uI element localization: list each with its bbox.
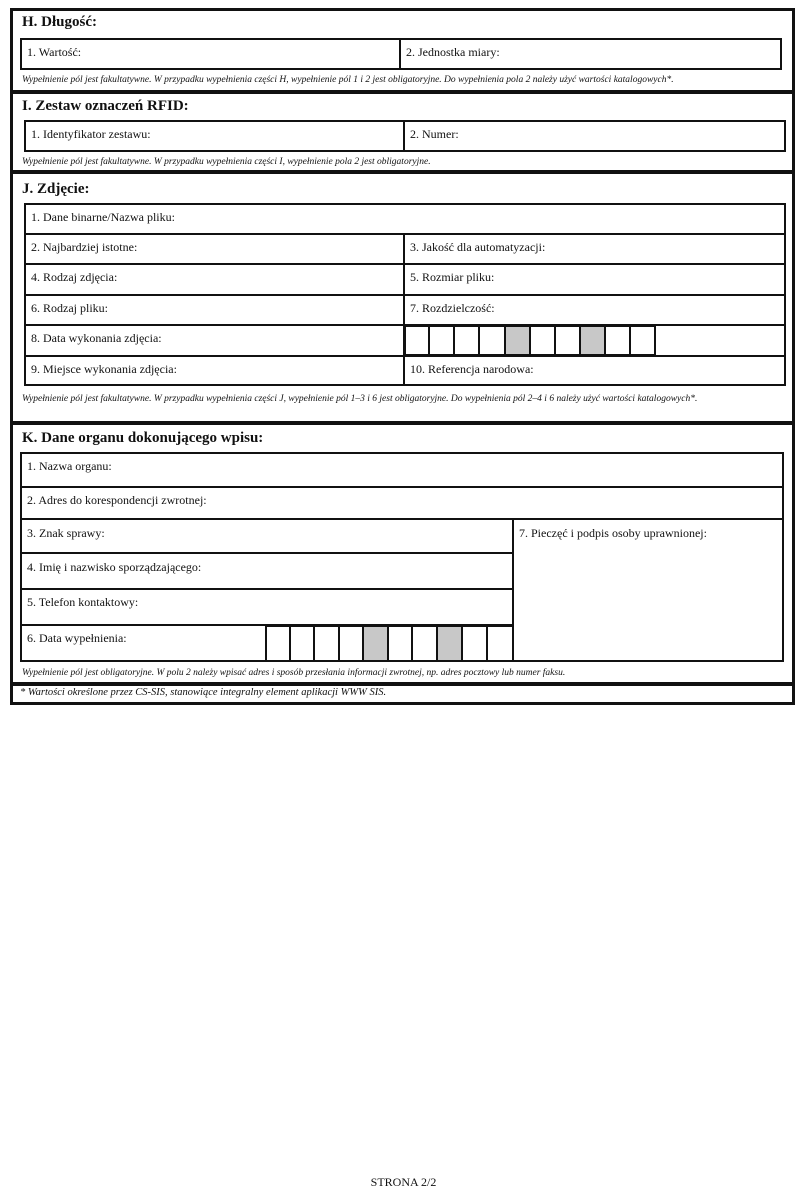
automation-quality-field[interactable]: 3. Jakość dla automatyzacji: [410, 240, 546, 254]
fill-date-label: 6. Data wypełnienia: [27, 631, 127, 645]
photo-date-digit-box[interactable] [629, 325, 656, 356]
resolution-field[interactable]: 7. Rozdzielczość: [410, 301, 495, 315]
most-relevant-field[interactable]: 2. Najbardziej istotne: [31, 240, 138, 254]
rfid-set-id-field[interactable]: 1. Identyfikator zestawu: [31, 127, 151, 141]
file-size-field[interactable]: 5. Rozmiar pliku: [410, 270, 495, 284]
file-type-field[interactable]: 6. Rodzaj pliku: [31, 301, 108, 315]
length-unit-field[interactable]: 2. Jednostka miary: [406, 45, 500, 59]
fill-date-digit-box[interactable] [486, 625, 514, 662]
section-k-title: K. Dane organu dokonującego wpisu: [22, 430, 264, 446]
contact-phone-field[interactable]: 5. Telefon kontaktowy: [27, 595, 139, 609]
photo-date-digit-box[interactable] [529, 325, 556, 356]
case-reference-field[interactable]: 3. Znak sprawy: [27, 526, 105, 540]
fill-date-digit-box[interactable] [265, 625, 291, 662]
section-i-note: Wypełnienie pól jest fakultatywne. W przypadku wypełnienia części I, wypełnienie pola 2 jest obligatoryjne. [22, 157, 431, 167]
rfid-number-field[interactable]: 2. Numer: [410, 127, 459, 141]
fill-date-digit-box[interactable] [387, 625, 413, 662]
photo-date-digit-box[interactable] [604, 325, 631, 356]
date-separator-box [579, 325, 606, 356]
date-separator-box [362, 625, 389, 662]
fill-date-digit-box[interactable] [411, 625, 438, 662]
fill-date-digit-box[interactable] [289, 625, 315, 662]
date-separator-box [504, 325, 531, 356]
photo-date-label: 8. Data wykonania zdjęcia: [31, 331, 162, 345]
national-reference-field[interactable]: 10. Referencja narodowa: [410, 362, 534, 376]
stamp-signature-field[interactable]: 7. Pieczęć i podpis osoby uprawnionej: [519, 526, 707, 540]
section-h-note: Wypełnienie pól jest fakultatywne. W przypadku wypełnienia części H, wypełnienie pól 1 i 2 jest obligatoryjne. Do wypełnienia pola 2 należy użyć wartości katalogowych*. [22, 75, 674, 85]
photo-place-field[interactable]: 9. Miejsce wykonania zdjęcia: [31, 362, 177, 376]
length-value-field[interactable]: 1. Wartość: [27, 45, 82, 59]
photo-date-digit-box[interactable] [428, 325, 455, 356]
section-h-title: H. Długość: [22, 14, 97, 30]
binary-data-filename-field[interactable]: 1. Dane binarne/Nazwa pliku: [31, 210, 175, 224]
section-i-title: I. Zestaw oznaczeń RFID: [22, 98, 189, 114]
authority-name-field[interactable]: 1. Nazwa organu: [27, 459, 112, 473]
section-k-note: Wypełnienie pól jest obligatoryjne. W polu 2 należy wpisać adres i sposób przesłania informacji zwrotnej, np. adres pocztowy lub numer faksu. [22, 668, 566, 678]
fill-date-digit-box[interactable] [461, 625, 488, 662]
section-j-title: J. Zdjęcie: [22, 181, 90, 197]
section-j-note: Wypełnienie pól jest fakultatywne. W przypadku wypełnienia części J, wypełnienie pól 1–3 i 6 jest obligatoryjne. Do wypełnienia pól 2–4 i 6 należy użyć wartości katalogowych*. [22, 394, 698, 404]
page-number: STRONA 2/2 [370, 1175, 437, 1189]
catalog-footnote: * Wartości określone przez CS-SIS, stanowiące integralny element aplikacji WWW SIS. [20, 687, 387, 698]
photo-date-digit-box[interactable] [453, 325, 480, 356]
fill-date-digit-box[interactable] [313, 625, 340, 662]
return-address-field[interactable]: 2. Adres do korespondencji zwrotnej: [27, 493, 207, 507]
preparer-name-field[interactable]: 4. Imię i nazwisko sporządzającego: [27, 560, 202, 574]
photo-type-field[interactable]: 4. Rodzaj zdjęcia: [31, 270, 118, 284]
date-separator-box [436, 625, 463, 662]
photo-date-digit-box[interactable] [554, 325, 581, 356]
photo-date-digit-box[interactable] [478, 325, 506, 356]
photo-date-digit-box[interactable] [404, 325, 430, 356]
fill-date-digit-box[interactable] [338, 625, 364, 662]
